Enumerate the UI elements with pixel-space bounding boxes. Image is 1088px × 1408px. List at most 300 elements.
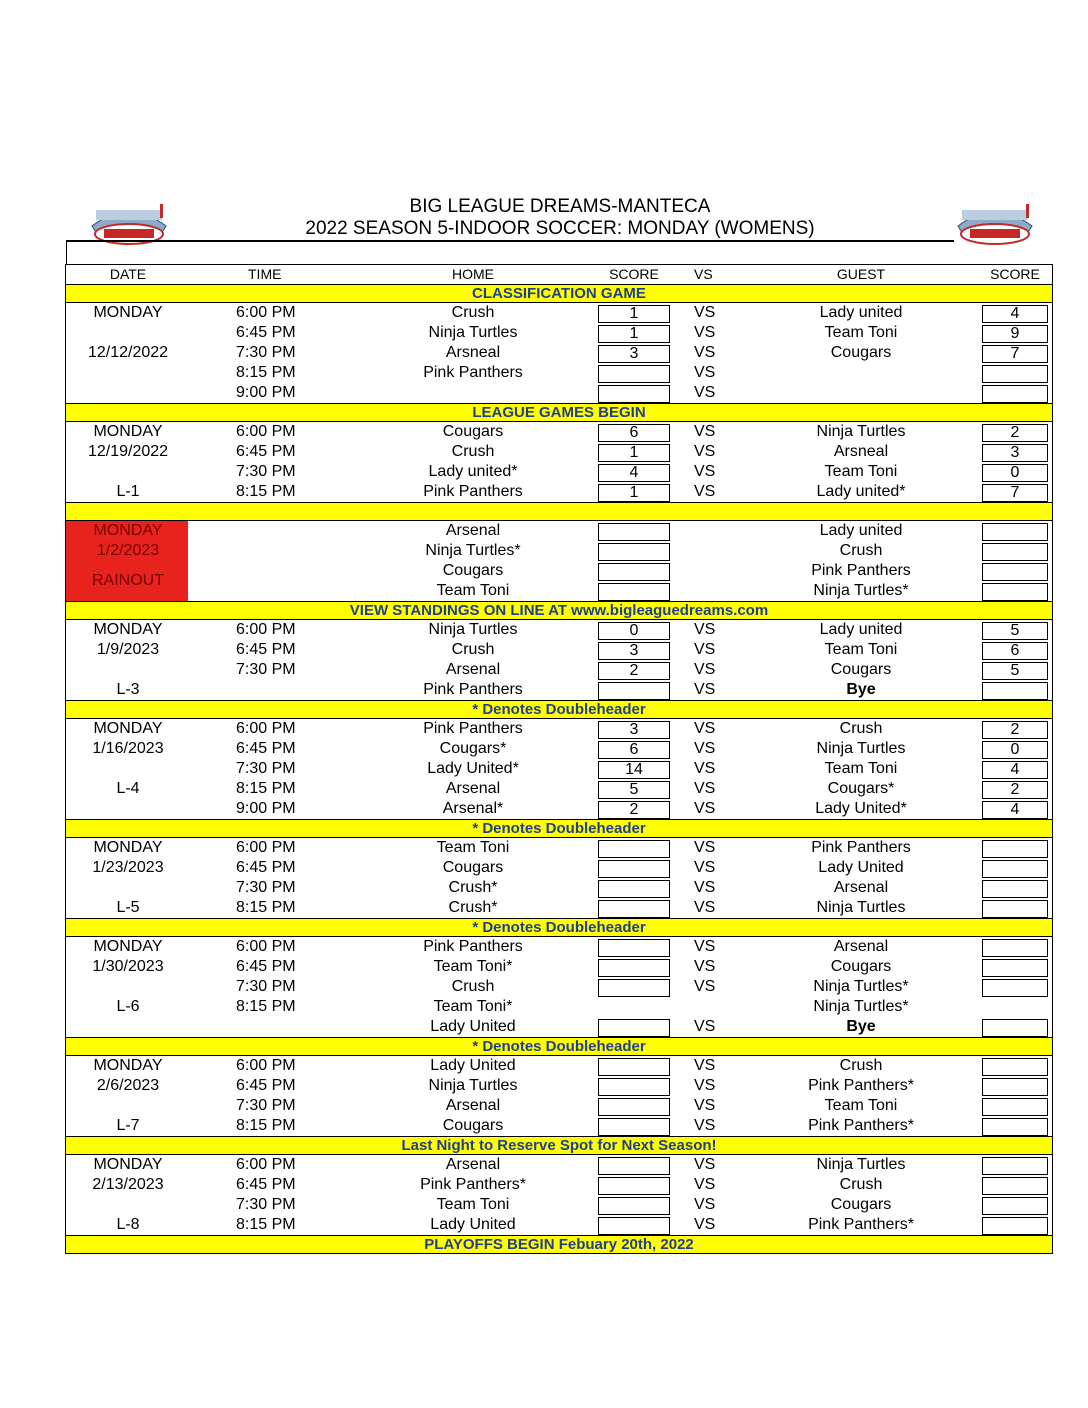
guest-team-cell: Ninja Turtles [816,899,906,916]
guest-team-cell: Team Toni [824,641,898,658]
guest-team-cell: Lady united [819,304,903,321]
home-team-cell: Crush [451,978,495,995]
time-cell: 6:45 PM [236,1176,296,1193]
vs-cell: VS [694,1117,716,1134]
vs-cell: VS [694,800,716,817]
table-row [66,1096,1052,1116]
guest-score-cell: 0 [982,741,1048,759]
table-row [66,1017,1052,1037]
home-score-cell: 3 [598,721,670,739]
header-rule [66,240,954,242]
table-row [66,997,1052,1017]
guest-score-cell [982,523,1048,541]
table-row [66,759,1052,779]
table-row [66,640,1052,660]
time-cell: 9:00 PM [236,800,296,817]
home-team-cell: Pink Panthers [423,938,523,955]
vs-cell: VS [694,1196,716,1213]
home-team-cell: Arsenal [445,1156,501,1173]
time-cell: 7:30 PM [236,344,296,361]
col-home-header: HOME [452,266,494,282]
home-score-cell: 2 [598,662,670,680]
vs-cell: VS [694,978,716,995]
guest-score-cell: 4 [982,801,1048,819]
vs-cell: VS [694,740,716,757]
guest-team-cell: Team Toni [824,324,898,341]
title-line-2: 2022 SEASON 5-INDOOR SOCCER: MONDAY (WOMENS) [305,218,815,239]
table-row [66,442,1052,462]
table-row [66,957,1052,977]
table-row [66,620,1052,640]
home-team-cell: Ninja Turtles* [425,542,521,559]
vs-cell: VS [694,839,716,856]
home-team-cell: Arsenal [445,661,501,678]
home-team-cell: Crush* [448,879,498,896]
guest-score-cell [982,1157,1048,1175]
home-team-cell: Pink Panthers [423,720,523,737]
home-score-cell: 4 [598,464,670,482]
guest-score-cell [982,997,1048,1017]
col-time-header: TIME [248,266,282,282]
guest-score-cell: 7 [982,345,1048,363]
guest-score-cell [982,900,1048,918]
table-row [66,858,1052,878]
date-cell: MONDAY [93,839,163,856]
home-score-cell: 14 [598,761,670,779]
home-score-cell: 6 [598,424,670,442]
time-cell: 7:30 PM [236,463,296,480]
vs-cell: VS [694,938,716,955]
home-score-cell: 1 [598,484,670,502]
time-cell: 6:00 PM [236,423,296,440]
guest-team-cell: Team Toni [824,463,898,480]
home-team-cell: Cougars [442,1117,504,1134]
home-score-cell [598,959,670,977]
guest-score-cell [982,939,1048,957]
time-cell: 6:45 PM [236,1077,296,1094]
guest-score-cell: 6 [982,642,1048,660]
section-banner: Last Night to Reserve Spot for Next Season! [66,1136,1052,1155]
vs-cell: VS [694,1156,716,1173]
table-row [66,303,1052,323]
time-cell: 6:00 PM [236,720,296,737]
home-team-cell: Lady United* [427,760,519,777]
guest-team-cell: Ninja Turtles* [813,582,909,599]
guest-score-cell: 4 [982,761,1048,779]
home-team-cell: Arsenal [445,780,501,797]
home-team-cell: Lady United [430,1216,516,1233]
date-cell: L-1 [116,483,140,500]
guest-score-cell: 2 [982,424,1048,442]
home-score-cell [598,1217,670,1235]
table-row [66,561,1052,589]
date-cell [66,878,190,898]
home-team-cell: Lady United [430,1057,516,1074]
date-cell [66,759,190,779]
guest-team-cell: Bye [846,681,876,698]
guest-team-cell: Pink Panthers [811,562,911,579]
date-cell: 12/12/2022 [87,344,169,361]
footer-banner: PLAYOFFS BEGIN Febuary 20th, 2022 [66,1235,1052,1254]
date-cell: 1/16/2023 [92,740,164,757]
home-team-cell: Ninja Turtles [428,324,518,341]
guest-team-cell: Ninja Turtles* [813,998,909,1015]
home-team-cell: Pink Panthers* [420,1176,526,1193]
vs-cell: VS [694,621,716,638]
time-cell: 6:45 PM [236,859,296,876]
home-team-cell: Team Toni [436,1196,510,1213]
date-cell: MONDAY [93,304,163,321]
guest-team-cell: Cougars* [827,780,895,797]
time-cell: 7:30 PM [236,1097,296,1114]
date-cell [66,363,190,383]
vs-cell [694,561,724,581]
time-cell [236,680,300,700]
guest-team-cell: Team Toni [824,1097,898,1114]
home-score-cell [598,1058,670,1076]
home-team-cell: Crush [451,641,495,658]
table-row [66,1175,1052,1195]
time-cell: 7:30 PM [236,760,296,777]
date-cell: L-5 [116,899,140,916]
time-cell: 6:45 PM [236,740,296,757]
table-row [66,521,1052,541]
table-row [66,1215,1052,1235]
guest-team-cell: Crush [839,542,883,559]
time-cell: 6:00 PM [236,938,296,955]
home-score-cell [598,563,670,581]
home-score-cell [598,860,670,878]
vs-cell: VS [694,1176,716,1193]
guest-score-cell [982,365,1048,383]
time-cell: 8:15 PM [236,483,296,500]
date-cell: MONDAY [93,621,163,638]
time-cell [236,561,300,581]
table-row [66,779,1052,799]
home-score-cell [598,1157,670,1175]
guest-score-cell [982,1058,1048,1076]
home-score-cell: 1 [598,444,670,462]
date-cell: 1/30/2023 [92,958,164,975]
home-score-cell [598,682,670,700]
col-date-header: DATE [109,266,147,282]
date-cell: 2/13/2023 [92,1176,164,1193]
vs-cell: VS [694,720,716,737]
section-banner: * Denotes Doubleheader [66,819,1052,838]
guest-score-cell [982,979,1048,997]
date-cell [66,462,190,482]
home-score-cell [598,523,670,541]
home-score-cell [598,583,670,601]
section-rows [66,303,1052,403]
table-row [66,1116,1052,1136]
time-cell: 8:15 PM [236,364,296,381]
table-row [66,739,1052,759]
time-cell: 6:45 PM [236,641,296,658]
guest-score-cell [982,1177,1048,1195]
time-cell: 6:45 PM [236,324,296,341]
date-cell [66,1195,190,1215]
section-banner: * Denotes Doubleheader [66,1037,1052,1056]
home-team-cell: Crush [451,304,495,321]
table-row [66,422,1052,442]
home-score-cell [598,939,670,957]
guest-team-cell: Crush [839,1176,883,1193]
table-row [66,898,1052,918]
time-cell: 6:00 PM [236,839,296,856]
vs-cell: VS [694,899,716,916]
date-cell: MONDAY [93,938,163,955]
time-cell: 6:00 PM [236,621,296,638]
table-row [66,977,1052,997]
home-team-cell: Lady United [430,1018,516,1035]
guest-score-cell [982,682,1048,700]
section-banner: * Denotes Doubleheader [66,700,1052,719]
vs-cell: VS [694,1216,716,1233]
time-cell: 7:30 PM [236,978,296,995]
guest-team-cell: Cougars [830,661,892,678]
home-score-cell [598,1078,670,1096]
schedule-body [66,284,1052,1235]
vs-cell: VS [694,1057,716,1074]
section-rows [66,838,1052,918]
home-score-cell: 0 [598,622,670,640]
table-row [66,383,1052,403]
home-team-cell: Ninja Turtles [428,1077,518,1094]
date-cell [66,581,190,601]
home-team-cell: Pink Panthers [423,483,523,500]
date-cell: 2/6/2023 [96,1077,160,1094]
vs-cell: VS [694,859,716,876]
table-row [66,680,1052,700]
home-team-cell: Cougars* [439,740,507,757]
table-row [66,937,1052,957]
time-cell [236,1017,300,1037]
home-team-cell: Arsenal [445,1097,501,1114]
vs-cell: VS [694,384,716,401]
home-team-cell: Cougars [442,859,504,876]
time-cell: 8:15 PM [236,899,296,916]
table-row [66,1076,1052,1096]
time-cell: 6:00 PM [236,304,296,321]
vs-cell: VS [694,364,716,381]
date-cell: MONDAY [93,423,163,440]
time-cell: 8:15 PM [236,1117,296,1134]
guest-team-cell: Crush [839,720,883,737]
date-cell: L-7 [116,1117,140,1134]
guest-score-cell: 2 [982,781,1048,799]
home-team-cell: Cougars [442,562,504,579]
vs-cell [694,521,724,541]
guest-score-cell: 7 [982,484,1048,502]
table-row [66,482,1052,502]
home-score-cell [598,385,670,403]
table-row [66,462,1052,482]
table-row [66,581,1052,601]
guest-team-cell: Cougars [830,1196,892,1213]
guest-team-cell: Ninja Turtles [816,740,906,757]
vs-cell: VS [694,1097,716,1114]
home-team-cell: Crush [451,443,495,460]
guest-team-cell: Lady united [819,522,903,539]
vs-cell [694,581,724,601]
guest-team-cell: Lady united [819,621,903,638]
guest-score-cell [982,543,1048,561]
guest-team-cell: Arsenal [833,879,889,896]
vs-cell: VS [694,324,716,341]
guest-score-cell: 9 [982,325,1048,343]
guest-score-cell: 0 [982,464,1048,482]
time-cell: 7:30 PM [236,1196,296,1213]
col-score2-header: SCORE [990,266,1040,282]
header-rule-tick [66,240,67,264]
title-line-1: BIG LEAGUE DREAMS-MANTECA [409,196,711,217]
table-row [66,660,1052,680]
guest-score-cell: 3 [982,444,1048,462]
home-score-cell [598,543,670,561]
home-team-cell [366,383,580,403]
table-row [66,541,1052,561]
table-row [66,323,1052,343]
time-cell [236,541,300,561]
date-cell: 1/9/2023 [96,641,160,658]
section-rows [66,422,1052,502]
home-score-cell [598,365,670,383]
time-cell: 6:45 PM [236,958,296,975]
date-cell: L-6 [116,998,140,1015]
vs-cell: VS [694,1077,716,1094]
time-cell [236,581,300,601]
home-score-cell [598,1118,670,1136]
date-cell: MONDAY [93,1057,163,1074]
section-rows [66,521,1052,601]
guest-team-cell: Cougars [830,344,892,361]
date-cell [66,799,190,819]
table-row [66,1155,1052,1175]
home-score-cell: 3 [598,642,670,660]
col-vs-header: VS [694,266,713,282]
date-cell: 1/2/2023 [96,542,160,559]
home-team-cell: Arsenal* [442,800,504,817]
guest-score-cell: 4 [982,305,1048,323]
guest-team-cell: Lady United [818,859,904,876]
guest-score-cell: 5 [982,622,1048,640]
date-cell: 1/23/2023 [92,859,164,876]
guest-score-cell [982,1217,1048,1235]
vs-cell: VS [694,304,716,321]
table-row [66,799,1052,819]
table-row [66,1195,1052,1215]
table-row [66,878,1052,898]
home-team-cell: Team Toni [436,839,510,856]
guest-team-cell: Bye [846,1018,876,1035]
guest-team-cell: Arsneal [833,443,889,460]
column-header-row [66,264,1052,284]
home-team-cell: Pink Panthers [423,681,523,698]
section-banner: LEAGUE GAMES BEGIN [66,403,1052,422]
guest-score-cell [982,860,1048,878]
home-score-cell [598,1197,670,1215]
home-score-cell: 1 [598,305,670,323]
guest-score-cell [982,583,1048,601]
home-score-cell [598,840,670,858]
guest-team-cell: Team Toni [824,760,898,777]
time-cell [236,521,300,541]
date-cell [66,977,190,997]
home-team-cell: Team Toni* [433,958,513,975]
home-team-cell: Arsenal [445,522,501,539]
section-rows [66,719,1052,819]
guest-score-cell [982,1098,1048,1116]
home-score-cell [598,1177,670,1195]
guest-score-cell [982,1019,1048,1037]
table-row [66,1056,1052,1076]
date-cell: L-8 [116,1216,140,1233]
time-cell: 6:00 PM [236,1156,296,1173]
home-score-cell [598,1098,670,1116]
home-score-cell [598,1019,670,1037]
home-team-cell: Crush* [448,899,498,916]
date-cell [66,1017,190,1037]
guest-score-cell [982,563,1048,581]
time-cell: 8:15 PM [236,780,296,797]
vs-cell: VS [694,780,716,797]
home-team-cell: Cougars [442,423,504,440]
home-score-cell: 5 [598,781,670,799]
big-league-dreams-logo-right [954,196,1036,248]
section-rows [66,937,1052,1037]
date-cell: MONDAY [93,1156,163,1173]
vs-cell [694,997,724,1017]
guest-team-cell: Ninja Turtles* [813,978,909,995]
time-cell: 6:45 PM [236,443,296,460]
time-cell: 6:00 PM [236,1057,296,1074]
home-team-cell: Team Toni* [433,998,513,1015]
guest-score-cell [982,1197,1048,1215]
guest-score-cell [982,959,1048,977]
guest-team-cell: Cougars [830,958,892,975]
guest-team-cell: Pink Panthers* [808,1077,914,1094]
home-team-cell: Lady united* [428,463,518,480]
guest-team-cell [746,383,976,403]
section-rows [66,620,1052,700]
vs-cell: VS [694,443,716,460]
date-cell: RAINOUT [92,572,164,589]
vs-cell: VS [694,1018,716,1035]
guest-team-cell: Pink Panthers [811,839,911,856]
guest-team-cell [746,363,976,383]
guest-score-cell [982,1078,1048,1096]
vs-cell: VS [694,423,716,440]
table-row [66,363,1052,383]
date-cell [66,323,190,343]
date-cell [66,660,190,680]
guest-score-cell [982,1118,1048,1136]
guest-score-cell: 5 [982,662,1048,680]
vs-cell: VS [694,661,716,678]
vs-cell: VS [694,681,716,698]
home-team-cell: Pink Panthers [423,364,523,381]
date-cell [66,383,190,403]
home-team-cell: Team Toni [436,582,510,599]
time-cell: 7:30 PM [236,879,296,896]
vs-cell: VS [694,760,716,777]
section-banner: CLASSIFICATION GAME [66,284,1052,303]
section-rows [66,1056,1052,1136]
table-row [66,343,1052,363]
time-cell: 8:15 PM [236,1216,296,1233]
guest-score-cell [982,385,1048,403]
